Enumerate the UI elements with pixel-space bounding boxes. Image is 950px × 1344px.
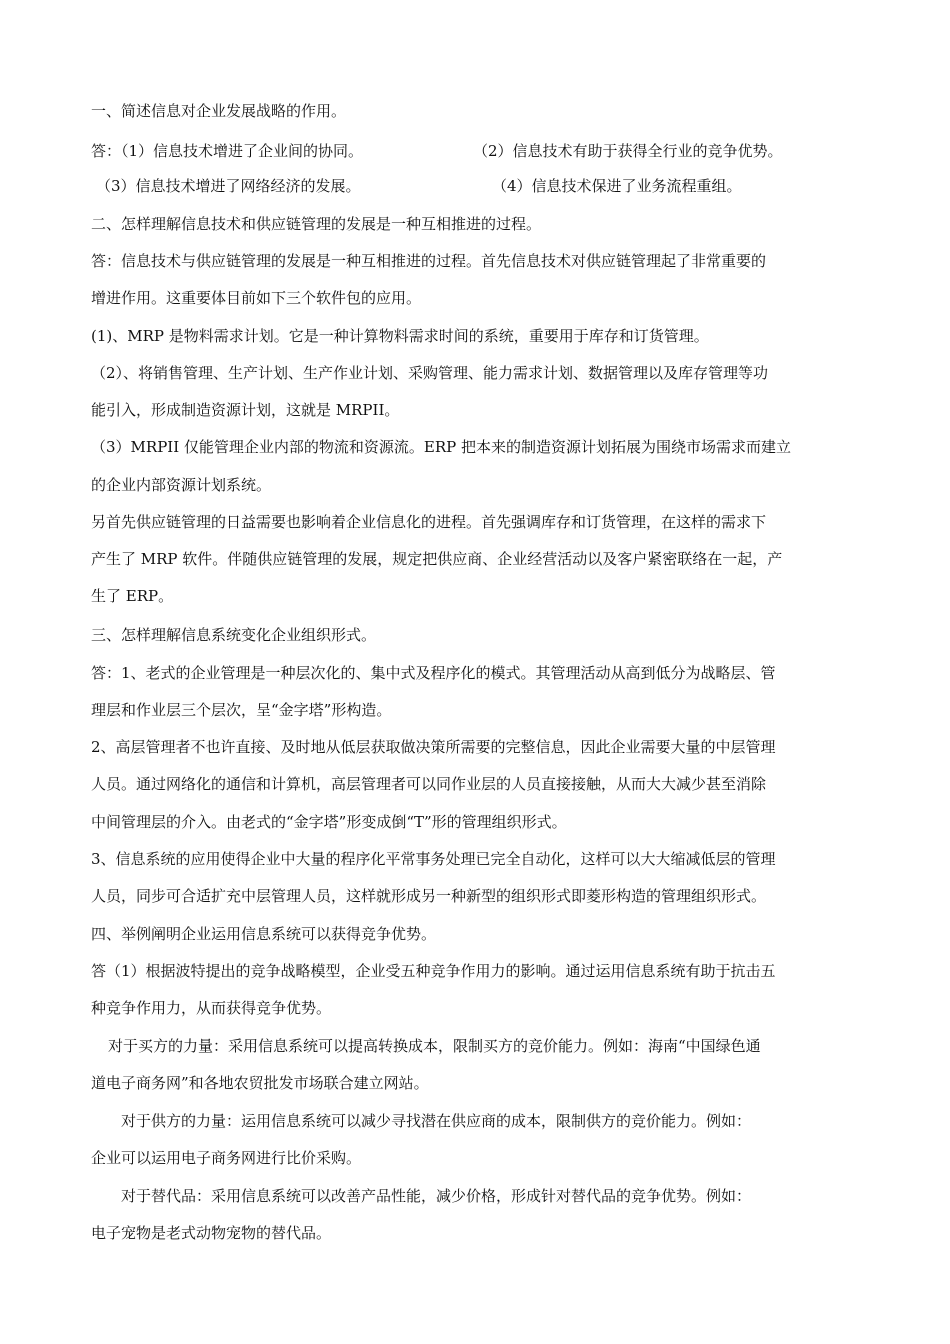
answer-3-line: 人员。通过网络化的通信和计算机，高层管理者可以同作业层的人员直接接触，从而大大减少甚至消除: [91, 775, 767, 793]
answer-2-item-3-cont: 的企业内部资源计划系统。: [91, 476, 272, 494]
answer-2-item-2-cont: 能引入，形成制造资源计划，这就是 MRPII。: [91, 401, 400, 419]
answer-3-line: 答：1、老式的企业管理是一种层次化的、集中式及程序化的模式。其管理活动从高到低分为战略层、管: [91, 664, 776, 682]
answer-4-line: 答（1）根据波特提出的竞争战略模型，企业受五种竞争作用力的影响。通过运用信息系统有助于抗击五: [91, 962, 776, 980]
answer-2-para: 生了 ERP。: [91, 587, 174, 605]
answer-3-line: 3、信息系统的应用使得企业中大量的程序化平常事务处理已完全自动化，这样可以大大缩减低层的管理: [91, 850, 776, 868]
answer-2-line: 增进作用。这重要体目前如下三个软件包的应用。: [91, 289, 422, 307]
answer-2-para: 另首先供应链管理的日益需要也影响着企业信息化的进程。首先强调库存和订货管理，在这样的需求下: [91, 513, 767, 531]
question-3-heading: 三、怎样理解信息系统变化企业组织形式。: [91, 626, 377, 644]
answer-2-para: 产生了 MRP 软件。伴随供应链管理的发展，规定把供应商、企业经营活动以及客户紧密联络在一起，产: [91, 550, 783, 568]
question-4-heading: 四、举例阐明企业运用信息系统可以获得竞争优势。: [91, 925, 437, 943]
answer-1-item-2: （2）信息技术有助于获得全行业的竞争优势。: [473, 142, 783, 160]
answer-2-item-3: （3）MRPII 仅能管理企业内部的物流和资源流。ERP 把本来的制造资源计划拓展为围绕市场需求而建立: [91, 438, 792, 456]
answer-1-line-2: [96, 176, 742, 196]
answer-2-line: 答：信息技术与供应链管理的发展是一种互相推进的过程。首先信息技术对供应链管理起了非常重要的: [91, 252, 767, 270]
answer-3-line: 人员，同步可合适扩充中层管理人员，这样就形成另一种新型的组织形式即菱形构造的管理组织形式。: [91, 887, 767, 905]
answer-4-supplier: 对于供方的力量：运用信息系统可以减少寻找潜在供应商的成本，限制供方的竞价能力。例如：: [121, 1112, 752, 1130]
answer-3-line: 2、高层管理者不也许直接、及时地从低层获取做决策所需要的完整信息，因此企业需要大量的中层管理: [91, 738, 776, 756]
answer-4-line: 种竞争作用力，从而获得竞争优势。: [91, 999, 332, 1017]
answer-3-line: 中间管理层的介入。由老式的“金字塔”形变成倒“T”形的管理组织形式。: [91, 813, 567, 831]
answer-4-substitute: 对于替代品：采用信息系统可以改善产品性能，减少价格，形成针对替代品的竞争优势。例如：: [121, 1187, 752, 1205]
answer-3-line: 理层和作业层三个层次，呈“金字塔”形构造。: [91, 701, 392, 719]
answer-4-buyer: 对于买方的力量：采用信息系统可以提高转换成本，限制买方的竞价能力。例如：海南“中国绿色通: [108, 1037, 761, 1055]
answer-1-item-1: 答：（1）信息技术增进了企业间的协同。: [91, 142, 364, 160]
question-2-heading: 二、怎样理解信息技术和供应链管理的发展是一种互相推进的过程。: [91, 215, 542, 233]
answer-1-item-4: （4）信息技术保进了业务流程重组。: [492, 177, 742, 195]
answer-1-item-3: （3）信息技术增进了网络经济的发展。: [96, 177, 361, 195]
answer-2-item-2: （2）、将销售管理、生产计划、生产作业计划、采购管理、能力需求计划、数据管理以及库存管理等功: [91, 364, 769, 382]
answer-2-item-1: (1)、MRP 是物料需求计划。它是一种计算物料需求时间的系统，重要用于库存和订货管理。: [91, 327, 709, 345]
answer-4-supplier-cont: 企业可以运用电子商务网进行比价采购。: [91, 1149, 362, 1167]
question-1-heading: 一、简述信息对企业发展战略的作用。: [91, 102, 347, 120]
answer-4-buyer-cont: 道电子商务网”和各地农贸批发市场联合建立网站。: [91, 1074, 429, 1092]
answer-1-line-1: [91, 141, 783, 161]
answer-4-substitute-cont: 电子宠物是老式动物宠物的替代品。: [91, 1224, 332, 1242]
